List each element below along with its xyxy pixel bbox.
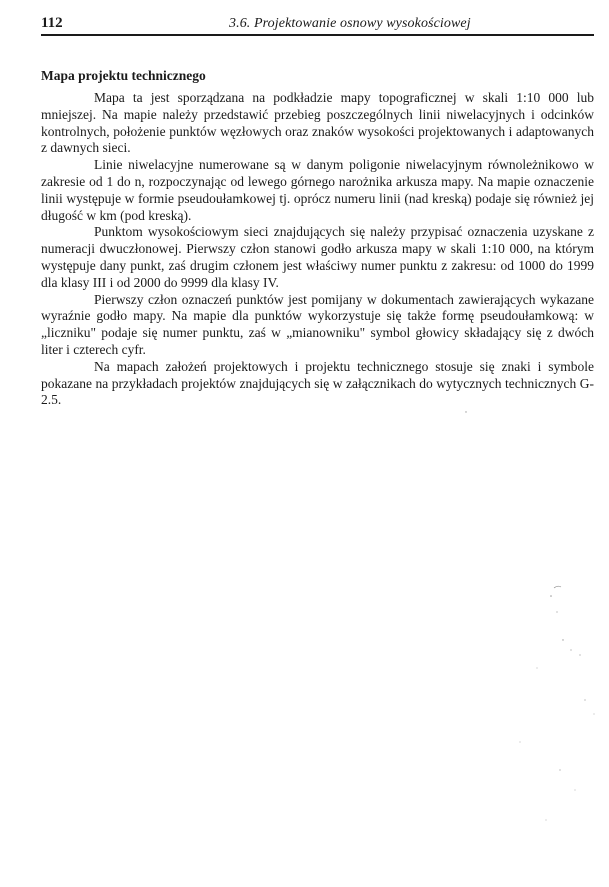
paragraph-symbols: Na mapach założeń projektowych i projektu technicznego stosuje się znaki i symbole pokazane na przykładach projektów znajdujących się w załącznikach do wytycznych technicznych G-2.5. — [41, 358, 594, 408]
page-header — [41, 12, 594, 34]
paragraph-map-scale: Mapa ta jest sporządzana na podkładzie mapy topograficznej w skali 1:10 000 lub mniejszej. Na mapie należy przedstawić przebieg poszczególnych linii niwelacyjnych i odcinków kontrolnych, położenie punktów węzłowych oraz znaków wysokości projektowanych i adaptowanych z dawnych sieci. — [41, 90, 594, 156]
paragraph-pseudofraction: Pierwszy człon oznaczeń punktów jest pomijany w dokumentach zawierających wykazane wyraźnie godło mapy. Na mapie dla punktów wykorzystuje się także formę pseudoułamkową: w „liczniku" podaje się numer punktu, zaś w „mianowniku" symbol głowicy składający się z dwóch liter i czterech cyfr. — [41, 291, 594, 357]
page-number: 112 — [41, 15, 63, 31]
paragraph-point-designation: Punktom wysokościowym sieci znajdujących się należy przypisać oznaczenia uzyskane z numeracji dwuczłonowej. Pierwszy człon stanowi godło arkusza mapy w skali 1:10 000, na którym występuje dany punkt, zaś drugim członem jest właściwy numer punktu z zakresu: od 1000 do 1999 dla klasy III i od 2000 do 9999 dla klasy IV. — [41, 224, 594, 290]
paragraph-line-numbering: Linie niwelacyjne numerowane są w danym poligonie niwelacyjnym równoleżnikowo w zakresie od 1 do n, rozpoczynając od lewego górnego narożnika arkusza mapy. Na mapie oznaczenie linii występuje w formie pseudoułamkowej tj. oprócz numeru linii (nad kreską) podaje się również jej długość w km (pod kreską). — [41, 157, 594, 223]
running-head: 3.6. Projektowanie osnowy wysokościowej — [229, 16, 471, 31]
page-body — [41, 68, 594, 409]
section-heading: Mapa projektu technicznego — [41, 68, 206, 83]
header-rule — [41, 34, 594, 36]
